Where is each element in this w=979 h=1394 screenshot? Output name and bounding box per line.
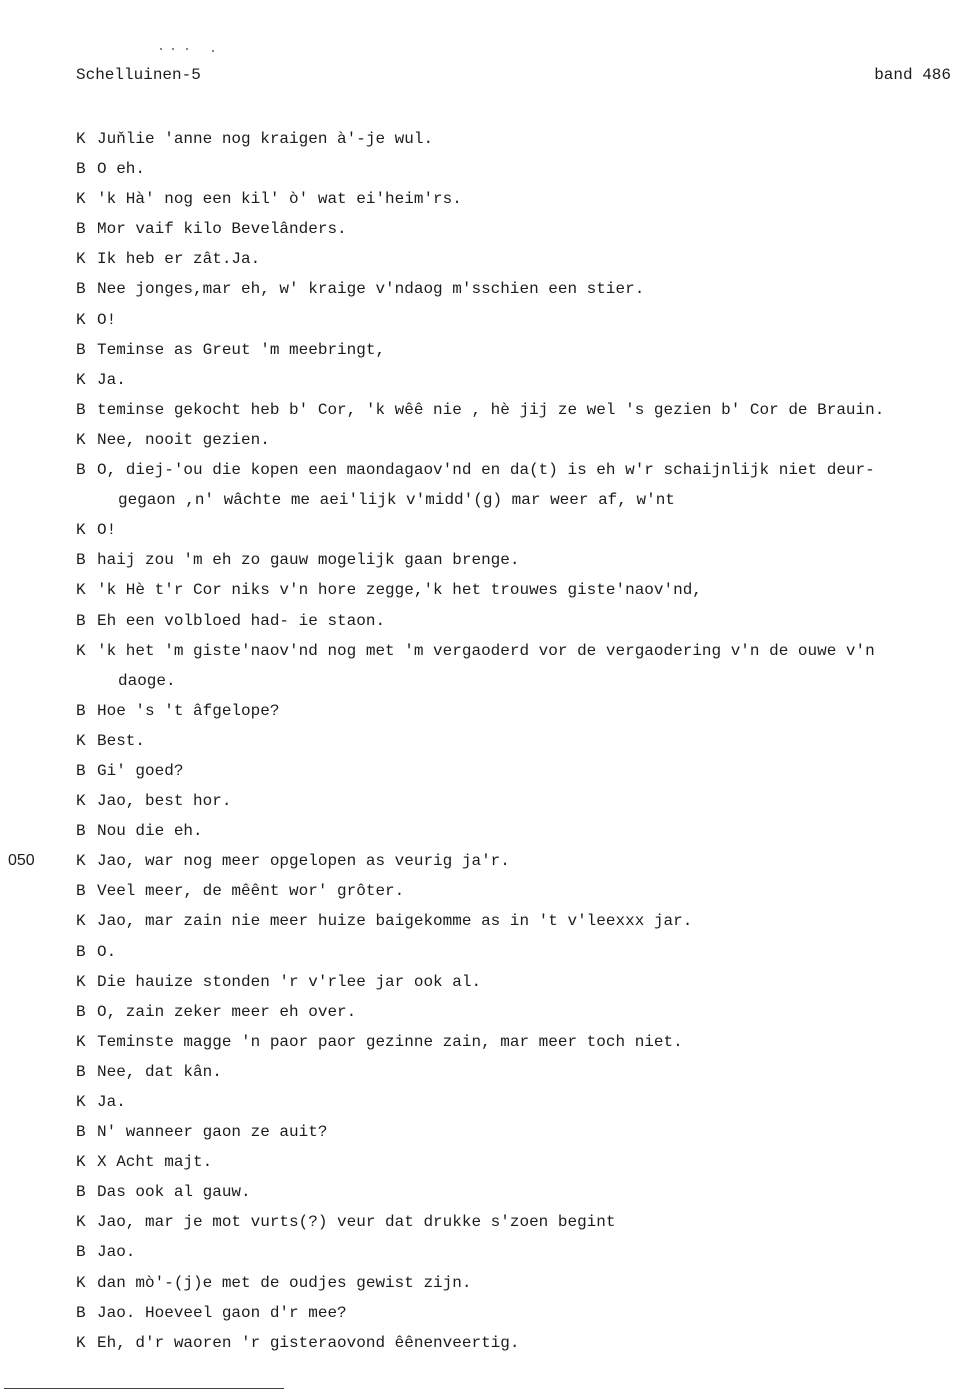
utterance-text: O. bbox=[97, 942, 117, 961]
transcript-line bbox=[76, 997, 966, 1027]
speaker-label: K bbox=[76, 581, 86, 600]
utterance-text: Veel meer, de mêênt wor' grôter. bbox=[97, 882, 405, 901]
transcript-line bbox=[76, 395, 966, 425]
transcript-line bbox=[76, 365, 966, 395]
utterance-text: Jao, mar je mot vurts(?) veur dat drukke s'zoen begint bbox=[97, 1213, 616, 1232]
speaker-label: K bbox=[76, 250, 86, 269]
transcript-line bbox=[76, 876, 966, 906]
transcript-line bbox=[76, 455, 966, 485]
paper-speck bbox=[160, 48, 162, 50]
utterance-text: Ja. bbox=[97, 370, 126, 389]
speaker-label: B bbox=[76, 220, 86, 239]
paper-speck bbox=[212, 50, 214, 52]
utterance-text: Eh een volbloed had- ie staon. bbox=[97, 611, 386, 630]
transcript-line bbox=[76, 515, 966, 545]
utterance-text: Jao, war nog meer opgelopen as veurig ja'r. bbox=[97, 852, 510, 871]
speaker-label: B bbox=[76, 611, 86, 630]
utterance-text: dan mò'-(j)e met de oudjes gewist zijn. bbox=[97, 1273, 472, 1292]
utterance-text: Teminse as Greut 'm meebringt, bbox=[97, 340, 386, 359]
transcript-line bbox=[76, 1027, 966, 1057]
transcript-line bbox=[76, 1057, 966, 1087]
utterance-text: gegaon ,n' wâchte me aei'lijk v'midd'(g) mar weer af, w'nt bbox=[118, 491, 675, 510]
line-number: 050 bbox=[8, 852, 35, 870]
transcript-line bbox=[76, 124, 966, 154]
transcript-line bbox=[76, 1298, 966, 1328]
footer-rule bbox=[4, 1388, 284, 1389]
speaker-label: K bbox=[76, 912, 86, 931]
speaker-label: B bbox=[76, 1002, 86, 1021]
utterance-text: Teminste magge 'n paor paor gezinne zain, mar meer toch niet. bbox=[97, 1032, 683, 1051]
transcript-line bbox=[76, 636, 966, 666]
utterance-text: Nee jonges,mar eh, w' kraige v'ndaog m'sschien een stier. bbox=[97, 280, 645, 299]
transcript-line bbox=[76, 1207, 966, 1237]
utterance-text: daoge. bbox=[118, 671, 176, 690]
transcript-line bbox=[76, 335, 966, 365]
transcript-body bbox=[8, 124, 966, 1358]
speaker-label: K bbox=[76, 641, 86, 660]
transcript-line bbox=[76, 726, 966, 756]
speaker-label: K bbox=[76, 310, 86, 329]
speaker-label: K bbox=[76, 430, 86, 449]
speaker-label: K bbox=[76, 1153, 86, 1172]
utterance-text: X Acht majt. bbox=[97, 1153, 213, 1172]
transcript-line bbox=[76, 1087, 966, 1117]
transcript-line bbox=[76, 937, 966, 967]
transcript-line bbox=[76, 696, 966, 726]
transcript-line bbox=[76, 1177, 966, 1207]
paper-speck bbox=[172, 48, 174, 50]
utterance-text: Jao, best hor. bbox=[97, 792, 232, 811]
transcript-line bbox=[76, 786, 966, 816]
speaker-label: B bbox=[76, 340, 86, 359]
utterance-text: Ja. bbox=[97, 1093, 126, 1111]
utterance-text: Mor vaif kilo Bevelânders. bbox=[97, 220, 347, 239]
transcript-line bbox=[76, 666, 966, 696]
transcript-line bbox=[76, 606, 966, 636]
utterance-text: O, zain zeker meer eh over. bbox=[97, 1002, 357, 1021]
speaker-label: B bbox=[76, 1243, 86, 1262]
speaker-label: K bbox=[76, 852, 86, 871]
utterance-text: Hoe 's 't âfgelope? bbox=[97, 701, 280, 720]
utterance-text: N' wanneer gaon ze auit? bbox=[97, 1123, 328, 1142]
utterance-text: Jao, mar zain nie meer huize baigekomme as in 't v'leexxx jar. bbox=[97, 912, 693, 931]
speaker-label: B bbox=[76, 160, 86, 179]
utterance-text: Best. bbox=[97, 731, 146, 750]
transcript-line bbox=[76, 967, 966, 997]
transcript-line bbox=[76, 906, 966, 936]
utterance-text: Das ook al gauw. bbox=[97, 1183, 251, 1202]
transcript-line bbox=[76, 816, 966, 846]
speaker-label: K bbox=[76, 1032, 86, 1051]
speaker-label: K bbox=[76, 190, 86, 209]
utterance-text: teminse gekocht heb b' Cor, 'k wêê nie , hè jij ze wel 's gezien b' Cor de Brauin. bbox=[97, 400, 885, 419]
utterance-text: 'k Hè t'r Cor niks v'n hore zegge,'k het trouwes giste'naov'nd, bbox=[97, 581, 702, 600]
utterance-text: Gi' goed? bbox=[97, 761, 184, 780]
speaker-label: B bbox=[76, 882, 86, 901]
speaker-label: K bbox=[76, 521, 86, 540]
transcript-line bbox=[76, 1237, 966, 1267]
utterance-text: Jao. Hoeveel gaon d'r mee? bbox=[97, 1303, 347, 1322]
utterance-text: Juňlie 'anne nog kraigen à'-je wul. bbox=[97, 130, 434, 148]
utterance-text: O, diej-'ou die kopen een maondagaov'nd en da(t) is eh w'r schaijnlijk niet deur- bbox=[97, 461, 875, 480]
speaker-label: K bbox=[76, 972, 86, 991]
speaker-label: B bbox=[76, 280, 86, 299]
transcript-line bbox=[76, 575, 966, 605]
speaker-label: B bbox=[76, 1183, 86, 1202]
speaker-label: K bbox=[76, 1333, 86, 1352]
utterance-text: O eh. bbox=[97, 160, 146, 179]
utterance-text: 'k het 'm giste'naov'nd nog met 'm vergaoderd vor de vergaodering v'n de ouwe v'n bbox=[97, 641, 875, 660]
utterance-text: Eh, d'r waoren 'r gisteraovond êênenveertig. bbox=[97, 1333, 520, 1352]
utterance-text: Nou die eh. bbox=[97, 822, 203, 841]
speaker-label: K bbox=[76, 370, 86, 389]
document-id: Schelluinen-5 bbox=[76, 66, 201, 84]
speaker-label: K bbox=[76, 731, 86, 750]
transcript-line bbox=[76, 154, 966, 184]
transcript-line bbox=[76, 1147, 966, 1177]
speaker-label: B bbox=[76, 701, 86, 720]
transcript-line bbox=[76, 214, 966, 244]
speaker-label: B bbox=[76, 1123, 86, 1142]
utterance-text: 'k Hà' nog een kil' ò' wat ei'heim'rs. bbox=[97, 190, 462, 209]
transcript-line bbox=[8, 846, 966, 876]
utterance-text: O! bbox=[97, 521, 117, 540]
speaker-label: B bbox=[76, 461, 86, 480]
speaker-label: K bbox=[76, 1093, 86, 1111]
utterance-text: haij zou 'm eh zo gauw mogelijk gaan brenge. bbox=[97, 551, 520, 570]
transcript-line bbox=[76, 485, 966, 515]
transcript-line bbox=[76, 1117, 966, 1147]
transcript-line bbox=[76, 1328, 966, 1358]
utterance-text: Jao. bbox=[97, 1243, 136, 1262]
speaker-label: K bbox=[76, 792, 86, 811]
transcript-line bbox=[76, 274, 966, 304]
speaker-label: B bbox=[76, 1303, 86, 1322]
utterance-text: Die hauize stonden 'r v'rlee jar ook al. bbox=[97, 972, 482, 991]
speaker-label: B bbox=[76, 551, 86, 570]
transcript-line bbox=[76, 184, 966, 214]
utterance-text: O! bbox=[97, 310, 117, 329]
transcript-line bbox=[76, 545, 966, 575]
transcript-line bbox=[76, 756, 966, 786]
speaker-label: K bbox=[76, 1213, 86, 1232]
utterance-text: Ik heb er zât.Ja. bbox=[97, 250, 261, 269]
utterance-text: Nee, nooit gezien. bbox=[97, 430, 270, 449]
transcript-line bbox=[76, 244, 966, 274]
speaker-label: B bbox=[76, 1062, 86, 1081]
transcript-line bbox=[76, 305, 966, 335]
speaker-label: K bbox=[76, 1273, 86, 1292]
speaker-label: B bbox=[76, 942, 86, 961]
speaker-label: K bbox=[76, 130, 86, 148]
tape-number: band 486 bbox=[874, 66, 951, 84]
transcript-line bbox=[76, 425, 966, 455]
speaker-label: B bbox=[76, 822, 86, 841]
speaker-label: B bbox=[76, 761, 86, 780]
paper-speck bbox=[186, 48, 188, 50]
speaker-label: B bbox=[76, 400, 86, 419]
transcript-line bbox=[76, 1268, 966, 1298]
utterance-text: Nee, dat kân. bbox=[97, 1062, 222, 1081]
